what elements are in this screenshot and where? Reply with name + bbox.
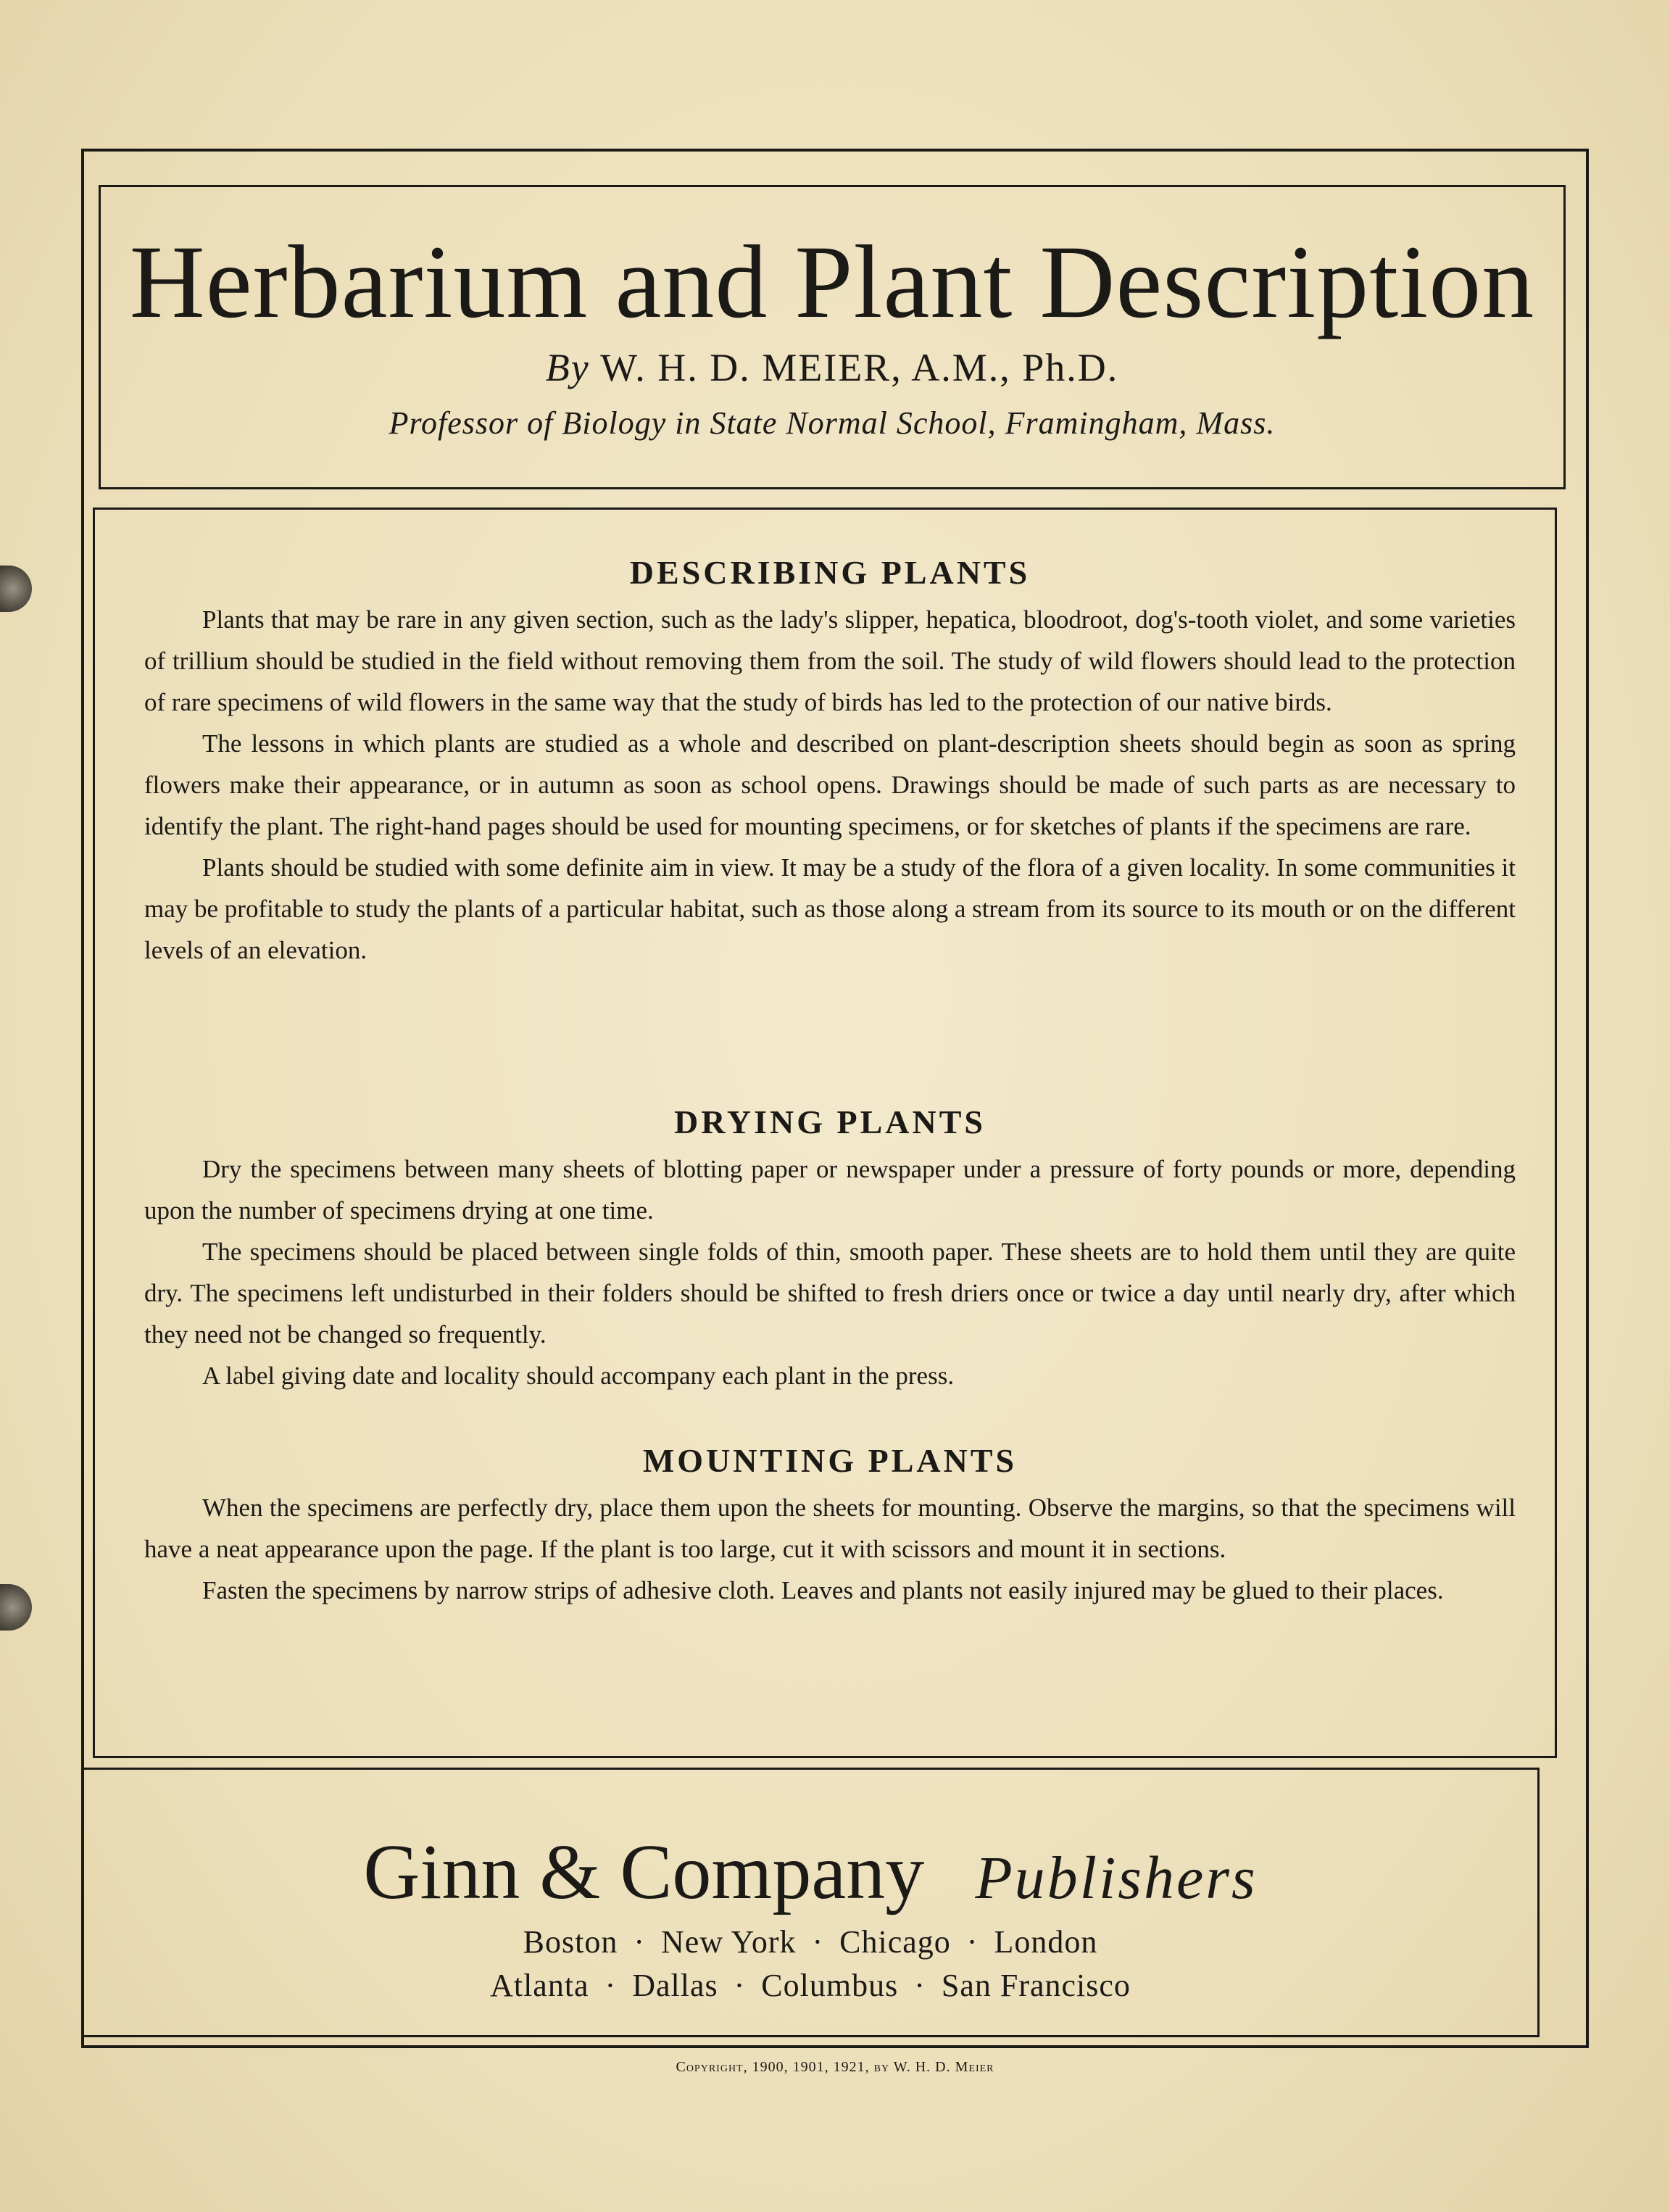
page-title: Herbarium and Plant Description [129, 225, 1535, 340]
author-affiliation: Professor of Biology in State Normal School, Framingham, Mass. [389, 405, 1276, 441]
city-separator: · [734, 1968, 746, 2003]
section-heading: MOUNTING PLANTS [642, 1442, 1018, 1479]
city: Columbus [761, 1968, 899, 2003]
paragraph: Fasten the specimens by narrow strips of adhesive cloth. Leaves and plants not easily injured may be glued to their places. [202, 1576, 1444, 1604]
city-separator: · [966, 1924, 979, 1960]
city: Boston [523, 1924, 618, 1960]
publisher-company: Ginn & Company [363, 1829, 925, 1915]
copyright-notice: Copyright, 1900, 1901, 1921, by W. H. D. Meier [676, 2059, 994, 2075]
publisher-label: Publishers [975, 1844, 1258, 1912]
city-separator: · [605, 1968, 617, 2003]
paragraph: Dry the specimens between many sheets of blotting paper or newspaper under a pressure of forty pounds or more, depending upon the number of specimens drying at one time. [144, 1155, 1516, 1225]
binder-ring-bottom [0, 1584, 32, 1631]
title-box [99, 185, 1566, 489]
city: Atlanta [490, 1968, 589, 2003]
publisher-name [83, 1828, 1537, 1918]
city: Dallas [632, 1968, 718, 2003]
content-box [93, 508, 1557, 1758]
city: London [994, 1924, 1098, 1960]
paragraph: When the specimens are perfectly dry, place them upon the sheets for mounting. Observe the margins, so that the specimens will have a neat appearance upon the page. If the plant is too large, cut it with scissors and mount it in sections. [144, 1494, 1516, 1563]
section-heading: DRYING PLANTS [674, 1103, 986, 1140]
city: New York [661, 1924, 797, 1960]
city-separator: · [812, 1924, 824, 1960]
city-separator: · [633, 1924, 646, 1960]
binder-ring-top [0, 566, 32, 612]
paragraph: The specimens should be placed between single folds of thin, smooth paper. These sheets are to hold them until they are quite dry. The specimens left undisturbed in their folders should be shifted to fresh driers once or twice a day until nearly dry, after which they need not be changed so frequently. [144, 1238, 1516, 1349]
cities-row-1 [83, 1923, 1537, 1960]
paragraph: Plants that may be rare in any given section, such as the lady's slipper, hepatica, bloodroot, dog's-tooth violet, and some varieties of trillium should be studied in the field without removing them from the soil. The study of wild flowers should lead to the protection of rare specimens of wild flowers in the same way that the study of birds has led to the protection of our native birds. [144, 605, 1516, 716]
city: Chicago [839, 1924, 951, 1960]
city-separator: · [914, 1968, 926, 2003]
section-mounting-plants [144, 1441, 1516, 1611]
paragraph: The lessons in which plants are studied as a whole and described on plant-description sheets should begin as soon as spring flowers make their appearance, or in autumn as soon as school opens. Drawings should be made of such parts as are necessary to identify the plant. The right-hand pages should be used for mounting specimens, or for sketches of plants if the specimens are rare. [144, 729, 1516, 840]
section-describing-plants [144, 553, 1516, 971]
section-heading: DESCRIBING PLANTS [629, 554, 1031, 591]
byline [101, 345, 1563, 390]
byline-by: By [545, 346, 590, 389]
paragraph: Plants should be studied with some definite aim in view. It may be a study of the flora of a given locality. In some communities it may be profitable to study the plants of a particular habitat, such as those along a stream from its source to its mouth or on the different levels of an elevation. [144, 853, 1516, 964]
paragraph: A label giving date and locality should accompany each plant in the press. [202, 1362, 955, 1390]
cities-row-2 [83, 1967, 1537, 2004]
publisher-box [81, 1768, 1540, 2037]
section-drying-plants [144, 1103, 1516, 1396]
author-name: W. H. D. MEIER, A.M., Ph.D. [600, 346, 1119, 389]
city: San Francisco [941, 1968, 1131, 2003]
